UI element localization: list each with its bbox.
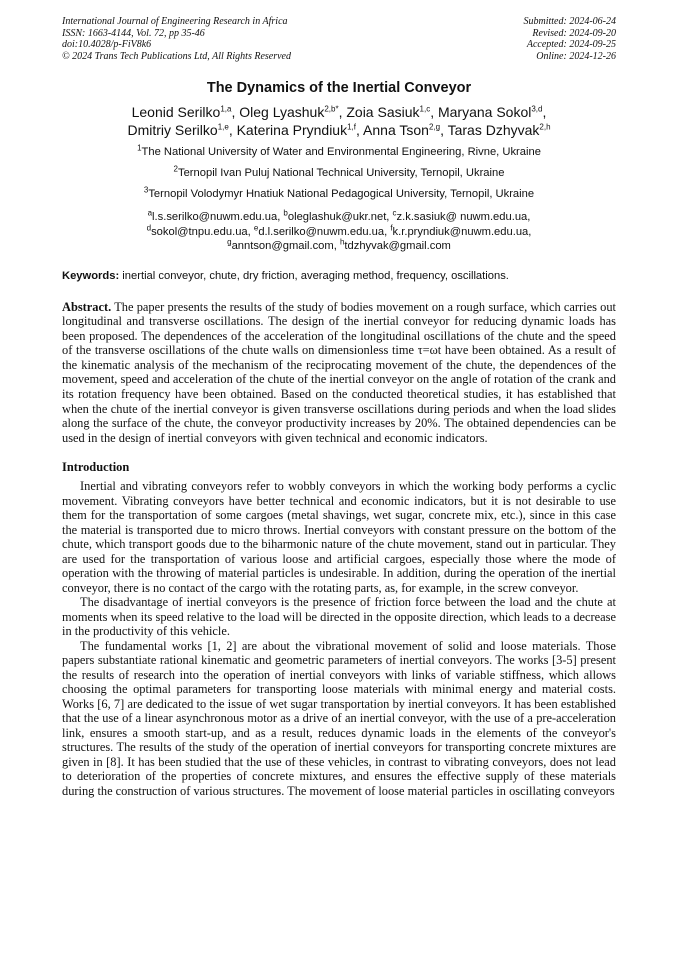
author-affiliation-mark: 1,f xyxy=(347,122,357,132)
keywords-text: inertial conveyor, chute, dry friction, averaging method, frequency, oscillations. xyxy=(119,269,509,282)
body-paragraph: The fundamental works [1, 2] are about the vibrational movement of solid and loose materials. Those papers substantiate rational kinematic and geometric parameters of inertial conveyors. The works [3-5] present the results of research into the operation of inertial conveyors with links of variable stiffness, which allows choosing the optimal parameters for transporting loose materials with minimal energy and material costs. Works [6, 7] are dedicated to the issue of wet sugar transportation by inertial conveyors. It has been established that the use of a linear asynchronous motor as a drive of an inertial conveyor, with the use of a pre-acceleration link, ensures a smooth start-up, and as a result, reduces dynamic loads in the elements of the conveyor's structures. The results of the study of the operation of inertial conveyors for transporting concrete mixtures are given in [8]. It has been studied that the use of these vehicles, in contrast to vibrating conveyors, does not lead to deterioration of the properties of concrete mixtures, and ensures the effective supply of these materials during the construction of various structures. The movement of loose material particles in oscillating conveyors xyxy=(62,638,616,798)
author-affiliation-mark: 1,e xyxy=(217,122,229,132)
keywords xyxy=(62,269,616,283)
body-paragraph: Inertial and vibrating conveyors refer to wobbly conveyors in which the working body performs a cyclic movement. Vibrating conveyors have better technical and economic indicators, but it is not desirable to use them for the transportation of some cargoes (metal shavings, wet sugar, concrete mix, etc.), since in this case the material is transported due to micro throws. Inertial conveyors with constant pressure on the bottom of the chute, which transport goods due to the biharmonic nature of the chute movement, stand out in particular. They are used for the transportation of various loose and artificial cargoes, especially those where the mode of operation with the throwing of material particles is undesirable. In addition, during the operation of the inertial conveyor, there is no contact of the cargo with the rotating parts, as, for example, in the screw conveyor. xyxy=(62,479,616,595)
affiliation: $^2$Ternopil Ivan Puluj National Technical University, Ternopil, Ukraine xyxy=(173,164,505,179)
journal-info xyxy=(62,16,291,62)
author-affiliation-mark: 3,d xyxy=(531,104,543,114)
journal-name: International Journal of Engineering Research in Africa xyxy=(62,16,288,27)
author-name: Anna Tson xyxy=(363,122,429,138)
author-name: Dmitriy Serilko xyxy=(127,122,218,138)
email-link[interactable]: l.s.serilko@nuwm.edu.ua, xyxy=(152,211,284,223)
author-name: Taras Dzhyvak xyxy=(447,122,540,138)
email-link[interactable]: anntson@gmail.com, xyxy=(231,240,340,252)
section-heading: Introduction xyxy=(62,460,130,475)
abstract-text: The paper presents the results of the study of bodies movement on a rough surface, which carries out longitudinal and transverse oscillations. The design of the inertial conveyor for reducing dynamic loads has been proposed. The dependences of the acceleration of the longitudinal oscillations of the chute and the speed of the transverse oscillations of the chute walls on dimensionless time τ=ωt have been obtained. As a result of the kinematic analysis of the mechanism of the reciprocating movement of the chute, the dependences of the movement, speed and acceleration of the chute of the inertial conveyor on the angle of rotation of the crank and its rotation frequency have been obtained. Based on the conducted theoretical studies, it has established that when the chute of the inertial conveyor is given transverse oscillations during periods and when the load slides along the surface of the chute, the conveyor productivity increases by 20%. The obtained dependencies can be used in the design of inertial conveyors with given technical and economic indicators. xyxy=(62,299,616,445)
email-link[interactable]: sokol@tnpu.edu.ua, xyxy=(151,225,254,238)
author-name: Katerina Pryndiuk xyxy=(236,122,348,138)
author-affiliation-mark: 1,a xyxy=(220,104,232,114)
author-affiliation-mark: 1,c xyxy=(419,104,431,114)
paper-title: The Dynamics of the Inertial Conveyor xyxy=(206,80,472,96)
affiliation: $^1$The National University of Water and Environmental Engineering, Rivne, Ukraine xyxy=(137,143,541,158)
author-name: Oleg Lyashuk xyxy=(239,104,325,120)
date-accepted: Accepted: 2024-09-25 xyxy=(526,39,616,50)
journal-doi: doi:10.4028/p-FiV8k6 xyxy=(62,39,152,50)
author-affiliation-mark: 2,h xyxy=(539,122,551,132)
author-name: Maryana Sokol xyxy=(437,104,532,120)
body-paragraph: The disadvantage of inertial conveyors is the presence of friction force between the load and the chute at moments when its speed relative to the load will be directed in the opposite direction, which leads to a decrease in the productivity of this vehicle. xyxy=(62,595,616,639)
publication-dates xyxy=(524,16,617,62)
abstract-label: Abstract. xyxy=(62,299,112,314)
date-revised: Revised: 2024-09-20 xyxy=(532,27,616,39)
journal-issn: ISSN: 1663-4144, Vol. 72, pp 35-46 xyxy=(62,27,205,39)
journal-header xyxy=(62,16,616,62)
author-affiliation-mark: 2,b* xyxy=(324,104,339,114)
author-list: Leonid Serilko$^{1,a}$, Oleg Lyashuk$^{2,b*}$, Zoia Sasiuk$^{1,c}$, Maryana Sokol$^{3,d}$, Dmitriy Serilko$^{1,e}$, Katerina Pryndiuk$^{1,f}$, Anna Tson$^{2,g}$, Taras Dzhyvak$^{2,h}$ xyxy=(127,104,551,138)
email-link[interactable]: tdzhyvak@gmail.com xyxy=(344,240,451,252)
date-online: Online: 2024-12-26 xyxy=(536,50,616,62)
abstract xyxy=(62,300,616,446)
email-link[interactable]: oleglashuk@ukr.net, xyxy=(287,211,393,223)
journal-copyright: © 2024 Trans Tech Publications Ltd, All Rights Reserved xyxy=(62,50,291,62)
email-link[interactable]: k.r.pryndiuk@nuwm.edu.ua, xyxy=(392,225,532,238)
date-submitted: Submitted: 2024-06-24 xyxy=(523,16,616,27)
email-link[interactable]: d.l.serilko@nuwm.edu.ua, xyxy=(258,225,391,238)
affiliation: $^3$Ternopil Volodymyr Hnatiuk National Pedagogical University, Ternopil, Ukraine xyxy=(143,185,535,200)
author-name: Zoia Sasiuk xyxy=(346,104,420,120)
author-affiliation-mark: 2,g xyxy=(428,122,441,132)
email-link[interactable]: z.k.sasiuk@ nuwm.edu.ua, xyxy=(396,211,531,223)
author-emails: $^a$l.s.serilko@nuwm.edu.ua, $^b$oleglashuk@ukr.net, $^c$z.k.sasiuk@ nuwm.edu.ua, $^d$sokol@tnpu.edu.ua, $^e$d.l.serilko@nuwm.edu.ua, $^f$k.r.pryndiuk@nuwm.edu.ua, $^g$anntson@gmail.com, $^h$tdzhyvak@gmail.com xyxy=(146,208,532,252)
keywords-label: Keywords: xyxy=(62,269,120,282)
author-name: Leonid Serilko xyxy=(131,104,221,120)
